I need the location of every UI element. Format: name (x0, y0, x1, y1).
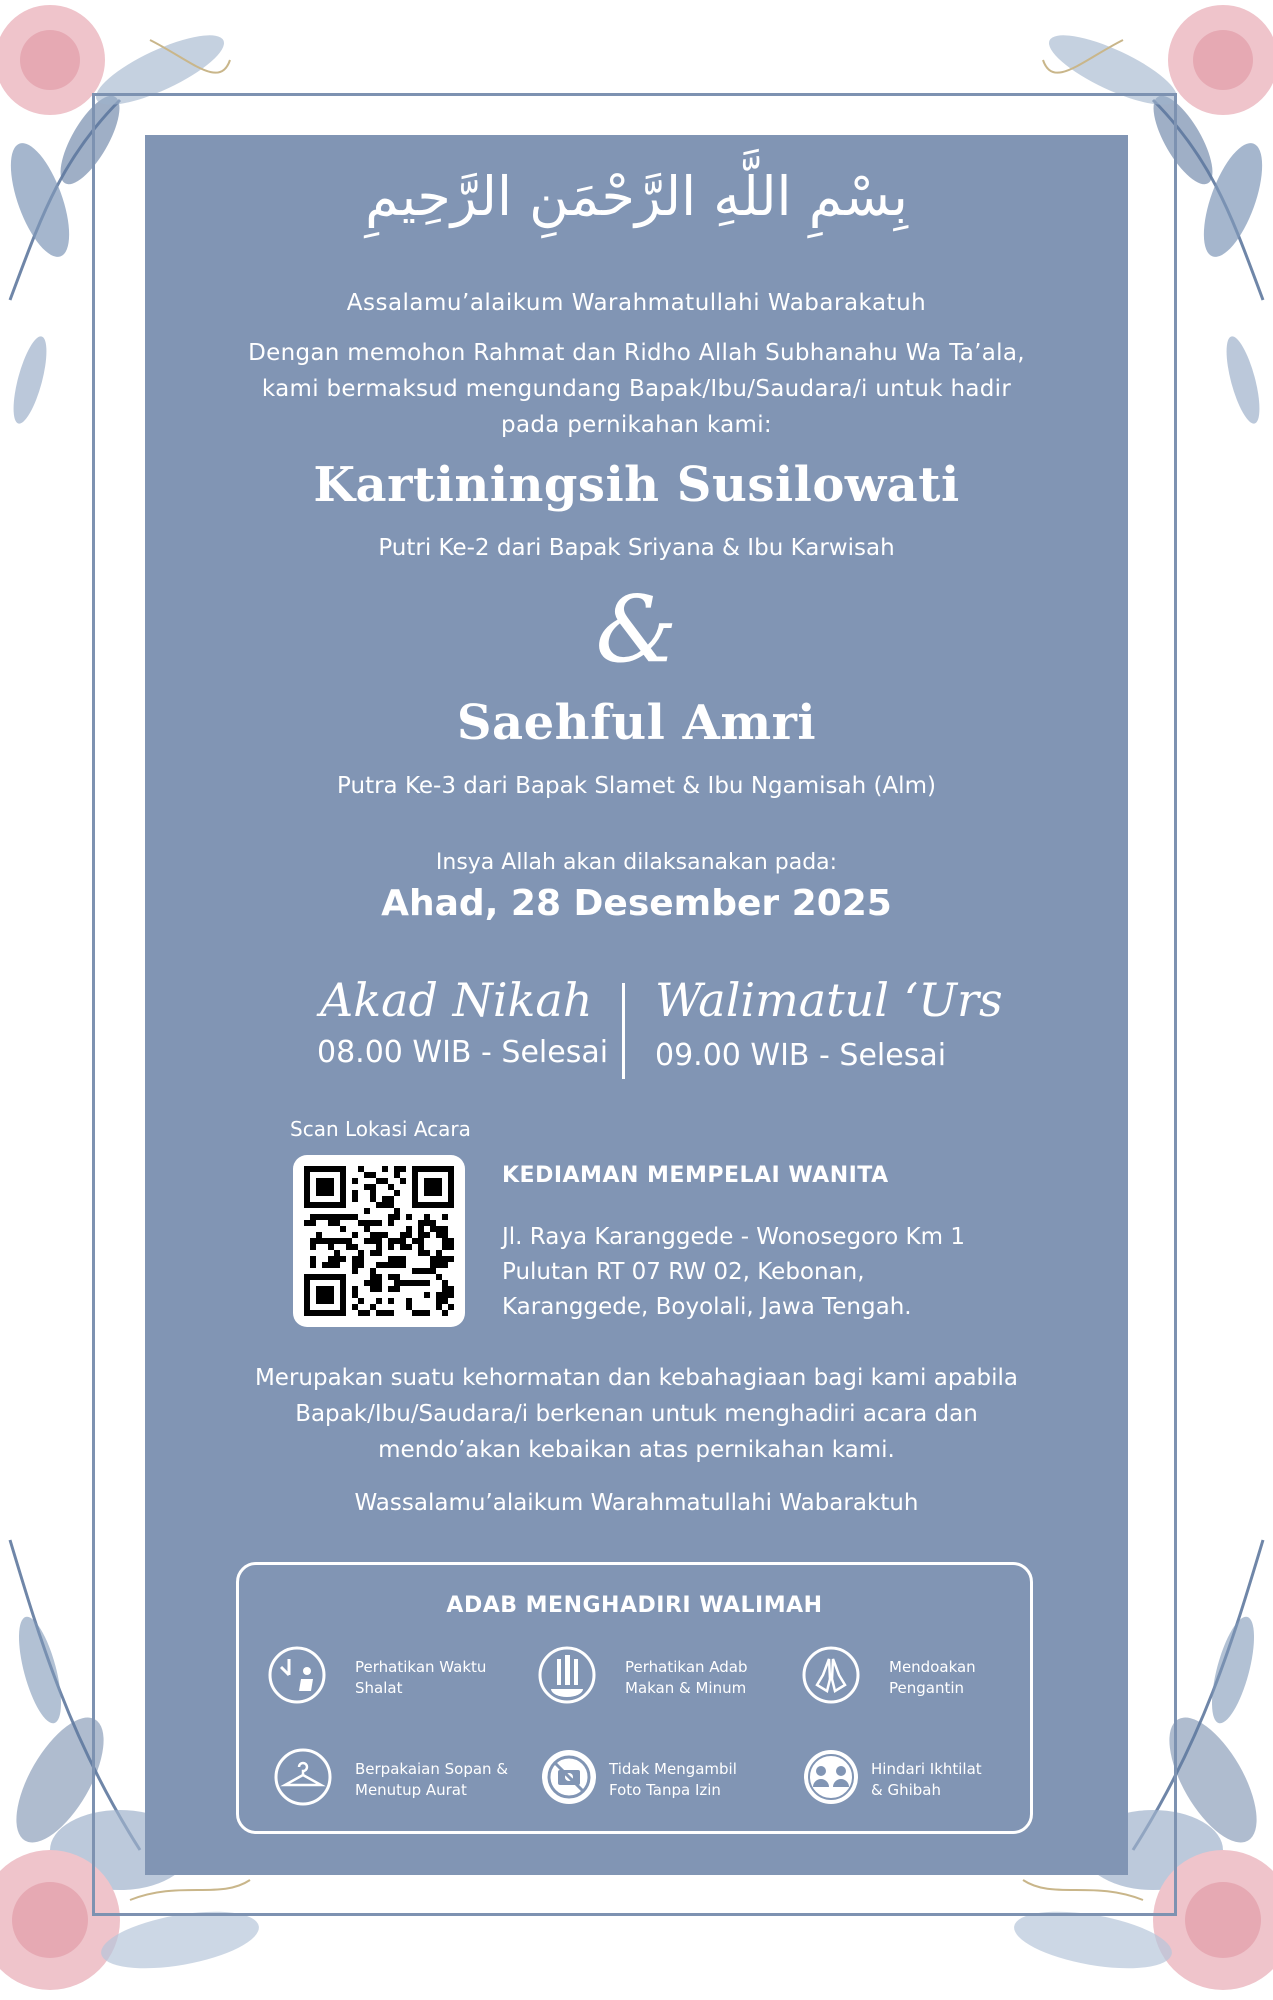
adab-item (537, 1645, 787, 1709)
address-line: Karanggede, Boyolali, Jawa Tengah. (502, 1294, 912, 1320)
bride-parents: Putri Ke-2 dari Bapak Sriyana & Ibu Karwisah (378, 535, 895, 561)
greeting: Assalamu’alaikum Warahmatullahi Wabarakatuh (346, 290, 927, 316)
no-camera-icon (539, 1747, 599, 1807)
groom-name: Saehful Amri (456, 695, 817, 751)
groom-parents: Putra Ke-3 dari Bapak Slamet & Ibu Ngamisah (Alm) (337, 773, 936, 799)
walimah-time: 09.00 WIB - Selesai (655, 1038, 947, 1073)
event-date: Ahad, 28 Desember 2025 (381, 883, 892, 924)
location-title: KEDIAMAN MEMPELAI WANITA (502, 1163, 889, 1188)
adab-item (801, 1645, 1051, 1709)
closing-text (145, 1360, 1128, 1468)
clock-prayer-icon (267, 1645, 327, 1705)
closing-line: Bapak/Ibu/Saudara/i berkenan untuk menghadiri acara dan (295, 1401, 978, 1427)
adab-label: Berpakaian Sopan & Menutup Aurat (355, 1760, 509, 1799)
adab-item (267, 1645, 517, 1709)
location-address (502, 1220, 965, 1325)
intro-line: pada pernikahan kami: (501, 412, 772, 438)
akad-title: Akad Nikah (320, 973, 593, 1027)
closing-line: mendo’akan kebaikan atas pernikahan kami. (378, 1437, 895, 1463)
closing-line: Merupakan suatu kehormatan dan kebahagiaan bagi kami apabila (254, 1365, 1019, 1391)
bride-name: Kartiningsih Susilowati (313, 457, 960, 513)
ampersand: & (595, 576, 678, 683)
closing-salam: Wassalamu’alaikum Warahmatullahi Wabaraktuh (354, 1490, 919, 1516)
intro-text (145, 335, 1128, 443)
adab-title: ADAB MENGHADIRI WALIMAH (446, 1593, 823, 1618)
address-line: Pulutan RT 07 RW 02, Kebonan, (502, 1259, 865, 1285)
walimah-title: Walimatul ‘Urs (655, 973, 1003, 1027)
bismillah-calligraphy: بِسْمِ اللَّهِ الرَّحْمَنِ الرَّحِيمِ (365, 165, 908, 228)
location-qr-code[interactable] (293, 1155, 465, 1327)
intro-line: kami bermaksud mengundang Bapak/Ibu/Saudara/i untuk hadir (261, 376, 1012, 402)
adab-label: Mendoakan Pengantin (889, 1658, 976, 1697)
akad-time: 08.00 WIB - Selesai (317, 1035, 609, 1070)
scan-label: Scan Lokasi Acara (290, 1117, 471, 1141)
adab-label: Tidak Mengambil Foto Tanpa Izin (609, 1760, 737, 1799)
dining-icon (537, 1645, 597, 1705)
schedule-intro: Insya Allah akan dilaksanakan pada: (435, 850, 838, 875)
invitation-panel (145, 135, 1128, 1875)
qr-pattern (304, 1166, 454, 1316)
adab-box (236, 1562, 1033, 1834)
adab-label: Perhatikan Waktu Shalat (355, 1658, 487, 1697)
adab-label: Perhatikan Adab Makan & Minum (625, 1658, 748, 1697)
adab-item (801, 1747, 1051, 1811)
people-separated-icon (801, 1747, 861, 1807)
adab-label: Hindari Ikhtilat & Ghibah (871, 1760, 982, 1799)
intro-line: Dengan memohon Rahmat dan Ridho Allah Subhanahu Wa Ta’ala, (248, 340, 1025, 366)
event-divider (622, 983, 625, 1079)
praying-hands-icon (801, 1645, 861, 1705)
address-line: Jl. Raya Karanggede - Wonosegoro Km 1 (502, 1224, 965, 1250)
adab-item (539, 1747, 789, 1811)
adab-item (273, 1747, 523, 1811)
hanger-icon (273, 1747, 333, 1807)
